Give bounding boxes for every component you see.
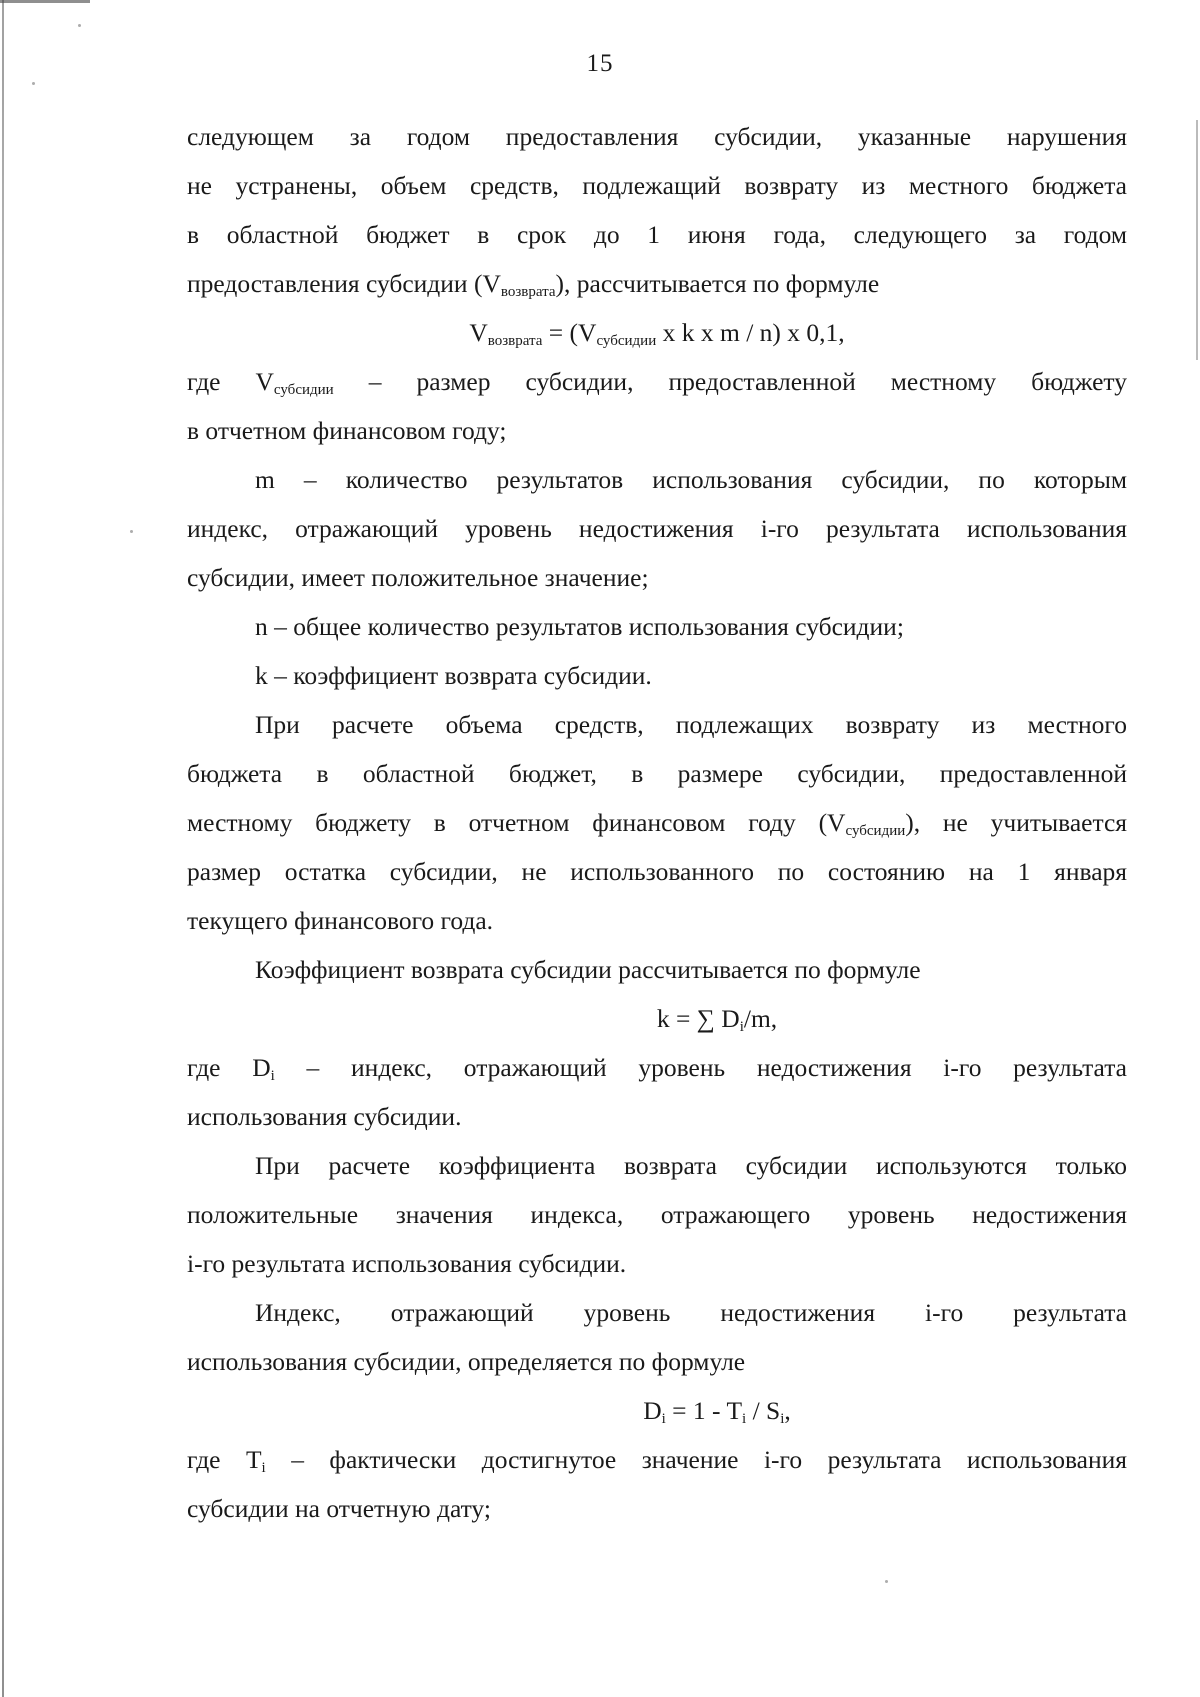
text-line: k – коэффициент возврата субсидии. xyxy=(255,661,652,690)
text-line: следующем за годом предоставления субсидии, указанные нарушения xyxy=(187,122,1127,151)
text-line: текущего финансового года. xyxy=(187,906,494,935)
text-line: субсидии на отчетную дату; xyxy=(187,1494,491,1523)
text-line: использования субсидии. xyxy=(187,1102,462,1131)
text-line: в областной бюджет в срок до 1 июня года, следующего за годом xyxy=(187,220,1127,249)
text-line: не устранены, объем средств, подлежащий возврату из местного бюджета xyxy=(187,171,1127,200)
text-line: n – общее количество результатов использования субсидии; xyxy=(255,612,904,641)
scan-edge-left xyxy=(2,0,4,1697)
formula-k: k = ∑ $D_i/m$, xyxy=(656,1004,778,1035)
text-line: бюджета в областной бюджет, в размере субсидии, предоставленной xyxy=(187,759,1127,788)
text-line: где $T_i$ – фактически достигнутое значение i-го результата использования xyxy=(187,1445,1127,1476)
text-line: При расчете объема средств, подлежащих возврату из местного xyxy=(255,710,1127,739)
document-body xyxy=(187,112,1127,1533)
scan-speck xyxy=(130,530,133,533)
text-line: Индекс, отражающий уровень недостижения i-го результата xyxy=(255,1298,1127,1327)
text-line: размер остатка субсидии, не использованного по состоянию на 1 января xyxy=(187,857,1127,886)
formula-v-return: $V_{возврата} = (V_{субсидии}$ x k x m / n) x 0,1, xyxy=(469,318,845,349)
scan-speck xyxy=(885,1580,888,1583)
text-line: местному бюджету в отчетном финансовом году $(V_{субсидии})$, не учитывается xyxy=(187,808,1128,839)
text-line: в отчетном финансовом году; xyxy=(187,416,507,445)
text-line: индекс, отражающий уровень недостижения i-го результата использования xyxy=(187,514,1127,543)
page-number: 15 xyxy=(586,50,614,77)
scan-edge-right xyxy=(1196,120,1198,360)
text-line: субсидии, имеет положительное значение; xyxy=(187,563,649,592)
formula-d: $D_i = 1 - T_i / S_i$, xyxy=(643,1396,791,1427)
scan-speck xyxy=(78,24,81,27)
text-line: m – количество результатов использования субсидии, по которым xyxy=(255,465,1127,494)
text-line: использования субсидии, определяется по формуле xyxy=(187,1347,746,1376)
text-line: положительные значения индекса, отражающего уровень недостижения xyxy=(187,1200,1127,1229)
text-line: где $V_{субсидии}$ – размер субсидии, предоставленной местному бюджету xyxy=(187,367,1127,398)
text-line: При расчете коэффициента возврата субсидии используются только xyxy=(255,1151,1127,1180)
text-line: Коэффициент возврата субсидии рассчитывается по формуле xyxy=(255,955,921,984)
text-line: i-го результата использования субсидии. xyxy=(187,1249,627,1278)
scan-edge-top xyxy=(0,0,90,3)
text-line: предоставления субсидии $(V_{возврата})$, рассчитывается по формуле xyxy=(187,269,880,300)
text-line: где $D_i$ – индекс, отражающий уровень недостижения i-го результата xyxy=(187,1053,1127,1084)
scan-speck xyxy=(32,82,35,85)
